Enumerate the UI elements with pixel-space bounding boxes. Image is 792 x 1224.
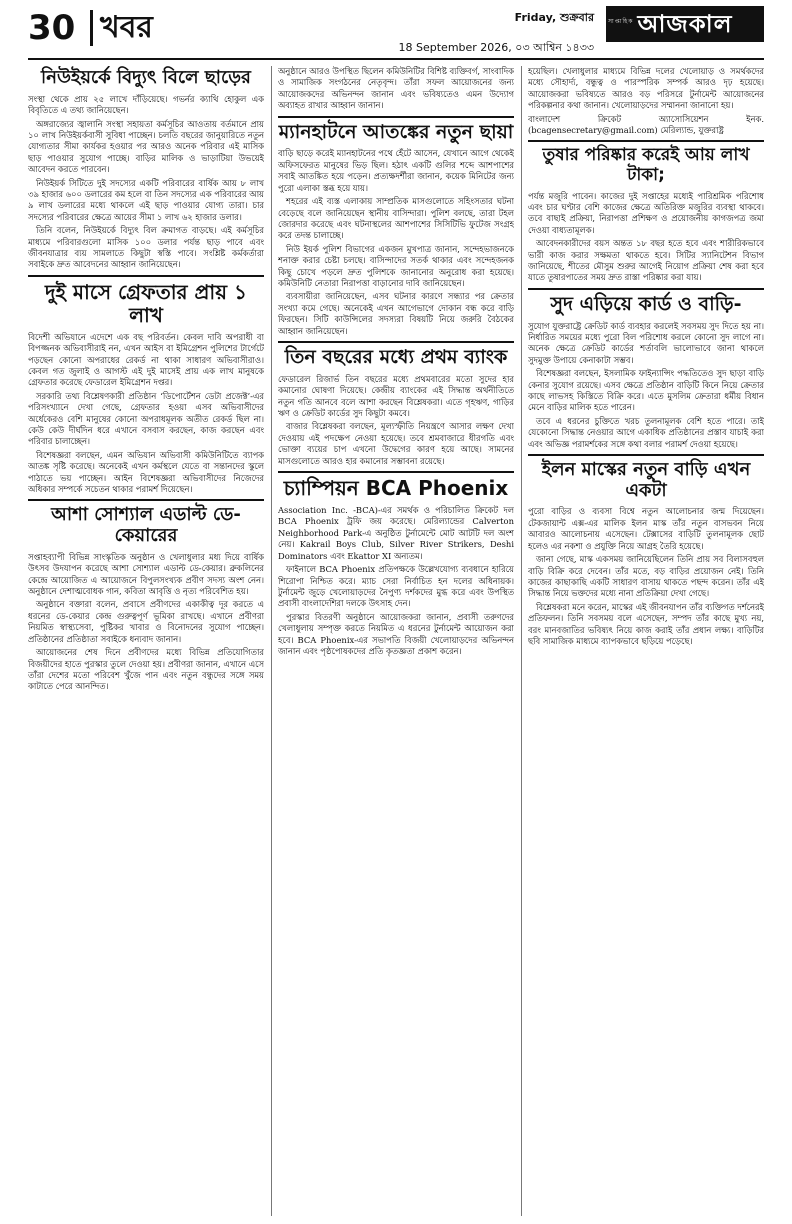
- logo-subtitle: সাপ্তাহিক: [608, 18, 634, 25]
- article-paragraph: ফেডারেল রিজার্ভ তিন বছরের মধ্যে প্রথমবারের মতো সুদের হার কমানোর ঘোষণা দিয়েছে। কেন্দ্রীয় ব্যাংকের এই সিদ্ধান্ত অর্থনীতিতে নতুন গতি আনবে বলে আশা করছেন বিশ্লেষকরা। এতে গৃহঋণ, গাড়ির ঋণ ও ক্রেডিট কার্ডের সুদ কিছুটা কমবে।: [278, 373, 514, 419]
- masthead: [28, 0, 764, 60]
- article-paragraph: বিদেশী অভিযানে এদেশে এক বছ পরিবর্তন। কেবল দাবি অপরাধী বা বিপজ্জনক অভিবাসীরাই নন, এখন আইস বা ইমিগ্রেশন পুলিশের টার্গেটে পড়ছেন কোনো অপরাধের রেকর্ড না থাকা সাধারণ অভিবাসীরাও। কেবল গত জুলাই ও আগস্ট এই দুই মাসেই প্রায় এক লাখ মানুষকে গ্রেফতার করেছে ফেডারেল ইমিগ্রেশন দপ্তর।: [28, 331, 264, 388]
- article-paragraph: জানা গেছে, মাস্ক একসময় জানিয়েছিলেন তিনি প্রায় সব বিলাসবহুল বাড়ি বিক্রি করে দেবেন। তাঁর মতে, বড় বাড়ির প্রয়োজন নেই। তিনি কাজের কাছাকাছি একটি সাধারণ বাসায় থাকতে পছন্দ করেন। তাঁর এই সিদ্ধান্ত নিয়ে ভক্তদের মধ্যে নানা প্রতিক্রিয়া দেখা গেছে।: [528, 554, 764, 599]
- article-columns: [28, 66, 764, 1216]
- headline-electric-bill: নিউইয়র্কে বিদ্যুৎ বিলে ছাড়ের: [41, 67, 251, 88]
- article-paragraph: Association Inc. -BCA)-এর সমর্থক ও পরিচালিত ক্রিকেট দল BCA Phoenix ট্রফি জয় করেছে। মেরিল্যান্ডের Calverton Neighborhood Park-এ অনুষ্ঠিত টুর্নামেন্টে মোট আটটি দল অংশ নেয়। Kakrail Boys Club, Silver River Strikers, Deshi Dominators এবং Ekattor XI অন্যতম।: [278, 505, 514, 561]
- headline-bca-phoenix: চ্যাম্পিয়ন BCA Phoenix: [278, 471, 514, 500]
- headline-musk-house: ইলন মাস্কের নতুন বাড়ি এখন একটা: [528, 454, 764, 501]
- contact-line: বাংলাদেশ ক্রিকেট অ্যাসোসিয়েশন ইনক. (bcagensecretary@gmail.com) মেরিল্যান্ড, যুক্তরাষ্ট্র: [528, 113, 764, 136]
- article-paragraph: নিউ ইয়র্ক পুলিশ বিভাগের একজন মুখপাত্র জানান, সন্দেহভাজনকে শনাক্ত করার চেষ্টা চলছে। বাসিন্দাদের সতর্ক থাকার এবং সন্দেহজনক কিছু চোখে পড়লে দ্রুত পুলিশকে জানানোর অনুরোধ করা হয়েছে। কমিউনিটি নেতারা নিরাপত্তা বাড়ানোর দাবি জানিয়েছেন।: [278, 243, 514, 288]
- column-2: [278, 66, 514, 1216]
- issue-full-date: 18 September 2026, ০৩ আশ্বিন ১৪৩৩: [398, 41, 594, 54]
- article-paragraph: পর্যন্ত মজুরি পাবেন। কাজের দুই সপ্তাহের মধ্যেই পারিশ্রমিক পরিশোধ এবং চার ঘণ্টার বেশি কাজের ক্ষেত্রে অতিরিক্ত মজুরির ব্যবস্থা থাকবে। তবে বাছাই প্রক্রিয়া, নিরাপত্তা প্রশিক্ষণ ও প্রয়োজনীয় কাগজপত্র জমা দেওয়া বাধ্যতামূলক।: [528, 190, 764, 235]
- issue-date: [399, 10, 594, 56]
- article-paragraph: অঙ্গরাজ্যের জ্বালানি সংস্থা সহায়তা কর্মসূচির আওতায় বর্তমানে প্রায় ১০ লাখ নিউইয়র্কবাসী সুবিধা পাচ্ছেন। চলতি বছরের জানুয়ারিতে নতুন যোগ্যতার সীমা কার্যকর হওয়ার পর আরও অনেক পরিবার এই মাসিক ছাড় পাওয়ার সুযোগ পাচ্ছে। বাড়ির মালিক ও ভাড়াটিয়া উভয়েই আবেদন করতে পারবেন।: [28, 118, 264, 175]
- article-paragraph: সপ্তাহব্যাপী বিভিন্ন সাংস্কৃতিক অনুষ্ঠান ও খেলাধুলার মধ্য দিয়ে বার্ষিক উৎসব উদযাপন করেছে আশা সোশ্যাল এডাল্ট ডে-কেয়ার। ব্রুকলিনের কেন্দ্রে আয়োজিত এ আয়োজনে বিপুলসংখ্যক প্রবীণ সদস্য অংশ নেন। অনুষ্ঠানে দেশাত্মবোধক গান, কবিতা আবৃত্তি ও নৃত্য পরিবেশিত হয়।: [28, 551, 264, 597]
- section-title: খবর: [100, 10, 153, 45]
- article-paragraph: বাজার বিশ্লেষকরা বলছেন, মূল্যস্ফীতি নিয়ন্ত্রণে আসার লক্ষণ দেখা দেওয়ায় এই পদক্ষেপ নেওয়া হয়েছে। তবে শ্রমবাজারে ধীরগতি এবং ভোক্তা ব্যয়ের চাপ এখনো উদ্বেগের কারণ হয়ে আছে। সামনের মাসগুলোতে আরও হার কমানোর সম্ভাবনা রয়েছে।: [278, 421, 514, 466]
- column-rule: [521, 66, 522, 1216]
- column-1: [28, 66, 264, 1216]
- article-paragraph: বিশ্লেষকরা মনে করেন, মাস্কের এই জীবনযাপন তাঁর ব্যক্তিগত দর্শনেরই প্রতিফলন। তিনি সবসময় বলে এসেছেন, সম্পদ তাঁর কাছে মুখ্য নয়, বরং মানবজাতির ভবিষ্যৎ নিয়ে কাজ করাই তাঁর প্রধান লক্ষ্য। বাড়িটির ছবি সামাজিক মাধ্যমে ব্যাপকভাবে ছড়িয়ে পড়েছে।: [528, 601, 764, 646]
- headline-bank: তিন বছরের মধ্যে প্রথম ব্যাংক: [278, 341, 514, 369]
- headline-manhattan: ম্যানহাটনে আতঙ্কের নতুন ছায়া: [278, 116, 514, 144]
- column-3: [528, 66, 764, 1216]
- issue-day: Friday, শুক্রবার: [514, 11, 594, 24]
- page-number: 30: [28, 8, 76, 48]
- article-paragraph: ব্যবসায়ীরা জানিয়েছেন, এসব ঘটনার কারণে সন্ধ্যার পর ক্রেতার সংখ্যা কমে গেছে। অনেকেই এখন আগেভাগে দোকান বন্ধ করে বাড়ি ফিরছেন। সিটি কাউন্সিলের সদস্যরা বিষয়টি নিয়ে জরুরি বৈঠকের আহ্বান জানিয়েছেন।: [278, 291, 514, 336]
- article-paragraph: তিনি বলেন, নিউইয়র্কে বিদ্যুৎ বিল ক্রমাগত বাড়ছে। এই কর্মসূচির মাধ্যমে পরিবারগুলো মাসিক ১০০ ডলার পর্যন্ত ছাড় পাবে এবং জীবনযাত্রার ব্যয় সামলাতে কিছুটা স্বস্তি পাবে। সংশ্লিষ্ট কর্মকর্তারা সবাইকে দ্রুত আবেদনের আহ্বান জানিয়েছেন।: [28, 225, 264, 270]
- headline-arrests: দুই মাসে গ্রেফতার প্রায় ১ লাখ: [28, 275, 264, 327]
- article-paragraph: বিশেষজ্ঞরা বলছেন, ইসলামিক ফাইন্যান্সিং পদ্ধতিতেও সুদ ছাড়া বাড়ি কেনার সুযোগ রয়েছে। এসব ক্ষেত্রে প্রতিষ্ঠান বাড়িটি কিনে নিয়ে ক্রেতার কাছে লাভসহ কিস্তিতে বিক্রি করে। এতে মুসলিম ক্রেতারা ধর্মীয় বিধান মেনে বাড়ির মালিক হতে পারেন।: [528, 368, 764, 413]
- newspaper-logo: [606, 6, 764, 42]
- article-paragraph: অনুষ্ঠানে বক্তারা বলেন, প্রবাসে প্রবীণদের একাকীত্ব দূর করতে এ ধরনের ডে-কেয়ার কেন্দ্র গুরুত্বপূর্ণ ভূমিকা রাখছে। এখানে প্রবীণরা নিয়মিত স্বাস্থ্যসেবা, পুষ্টিকর খাবার ও বিনোদনের সুযোগ পাচ্ছেন। প্রতিষ্ঠানের প্রতিষ্ঠাতা সবাইকে ধন্যবাদ জানান।: [28, 599, 264, 644]
- article-paragraph: সরকারি তথ্য বিশ্লেষণকারী প্রতিষ্ঠান ‘ডিপোর্টেশন ডেটা প্রজেক্ট’-এর পরিসংখ্যানে দেখা গেছে, গ্রেফতার হওয়া এসব অভিবাসীদের অর্ধেকেরও বেশি মানুষের কোনো অপরাধমূলক অতীত রেকর্ড ছিল না। কেউ কেউ দীর্ঘদিন ধরে এখানে বসবাস করছেন, কাজ করছেন এবং পরিবার চালাচ্ছেন।: [28, 390, 264, 447]
- article-paragraph: হয়েছিল। খেলাধুলার মাধ্যমে বিভিন্ন দলের খেলোয়াড় ও সমর্থকদের মধ্যে সৌহার্দ্য, বন্ধুত্ব ও পারস্পরিক সম্পর্ক আরও দৃঢ় হয়েছে। আয়োজকরা ভবিষ্যতে আরও বড় পরিসরে টুর্নামেন্ট আয়োজনের পরিকল্পনার কথা জানান। খেলোয়াড়দের সম্মাননা জানানো হয়।: [528, 66, 764, 111]
- article-paragraph: শহরের এই ব্যস্ত এলাকায় সাম্প্রতিক মাসগুলোতে সহিংসতার ঘটনা বেড়েছে বলে জানিয়েছেন স্থানীয় বাসিন্দারা। পুলিশ বলছে, তারা টহল জোরদার করেছে এবং ঘটনাস্থলের আশপাশের সিসিটিভি ফুটেজ সংগ্রহ করে তদন্ত চালাচ্ছে।: [278, 196, 514, 241]
- article-paragraph: বিশেষজ্ঞরা বলছেন, এমন অভিযান অভিবাসী কমিউনিটিতে ব্যাপক আতঙ্ক সৃষ্টি করেছে। অনেকেই এখন কর্মস্থলে যেতে বা সন্তানদের স্কুলে পাঠাতে ভয় পাচ্ছেন। আইন বিশেষজ্ঞরা অভিবাসীদের নিজেদের অধিকার সম্পর্কে সচেতন থাকার পরামর্শ দিয়েছেন।: [28, 449, 264, 495]
- page-number-divider: [90, 10, 93, 46]
- article-paragraph: পুরস্কার বিতরণী অনুষ্ঠানে আয়োজকরা জানান, প্রবাসী তরুণদের খেলাধুলায় সম্পৃক্ত করতে নিয়মিত এ ধরনের টুর্নামেন্ট আয়োজন করা হবে। BCA Phoenix-এর সভাপতি বিজয়ী খেলোয়াড়দের অভিনন্দন জানান এবং পৃষ্ঠপোষকদের প্রতি কৃতজ্ঞতা প্রকাশ করেন।: [278, 611, 514, 656]
- article-paragraph: তবে এ ধরনের চুক্তিতে খরচ তুলনামূলক বেশি হতে পারে। তাই যেকোনো সিদ্ধান্ত নেওয়ার আগে একাধিক প্রতিষ্ঠানের প্রস্তাব যাচাই করা এবং অভিজ্ঞ পরামর্শকের সঙ্গে কথা বলার পরামর্শ দেওয়া হয়েছে।: [528, 415, 764, 449]
- article-paragraph: আয়োজনের শেষ দিনে প্রবীণদের মধ্যে বিভিন্ন প্রতিযোগিতার বিজয়ীদের হাতে পুরস্কার তুলে দেওয়া হয়। প্রবীণরা জানান, এখানে এসে তাঁরা দেশের মতো পরিবেশ খুঁজে পান এবং নতুন বন্ধুদের সঙ্গে সময় কাটাতে পেরে আনন্দিত।: [28, 647, 264, 692]
- article-paragraph: সুযোগ যুক্তরাষ্ট্রে ক্রেডিট কার্ড ব্যবহার করলেই সবসময় সুদ দিতে হয় না। নির্ধারিত সময়ের মধ্যে পুরো বিল পরিশোধ করলে কোনো সুদ লাগে না। অনেক ক্ষেত্রে ক্রেডিট কার্ডের শর্তাবলি ভালোভাবে জানা থাকলে সুদমুক্ত উপায়ে কেনাকাটা সম্ভব।: [528, 320, 764, 365]
- article-paragraph: ফাইনালে BCA Phoenix প্রতিপক্ষকে উল্লেখযোগ্য ব্যবধানে হারিয়ে শিরোপা নিশ্চিত করে। ম্যাচ সেরা নির্বাচিত হন দলের অধিনায়ক। টুর্নামেন্ট জুড়ে খেলোয়াড়দের নৈপুণ্য দর্শকদের মুগ্ধ করে এবং উপস্থিত প্রবাসী বাংলাদেশিরা দলকে উৎসাহ দেন।: [278, 564, 514, 609]
- headline-interest-free: সুদ এড়িয়ে কার্ড ও বাড়ি-: [528, 288, 764, 316]
- article-paragraph: পুরো বাড়ির ও ব্যবসা বিশ্বে নতুন আলোচনার জন্ম দিয়েছেন। টেকজায়ান্ট এক্স-এর মালিক ইলন মাস্ক তাঁর নতুন বাসভবন নিয়ে আবারও আলোচনায় এসেছেন। টেক্সাসের বাড়িটি তুলনামূলক ছোট হলেও এর নকশা ও প্রযুক্তি নিয়ে আগ্রহ তৈরি হয়েছে।: [528, 506, 764, 551]
- headline-snow-clearing: তুষার পরিষ্কার করেই আয় লাখ টাকা;: [528, 140, 764, 185]
- logo-text: আজকাল: [637, 10, 733, 38]
- headline-daycare: আশা সোশ্যাল এডাল্ট ডে-কেয়ারের: [28, 499, 264, 546]
- article-paragraph: বাড়ি ছাড়ে করেই ম্যানহাটনের পথে হেঁটে আসেন, যেখানে আগে থেকেই অফিসফেরত মানুষের ভিড় ছিল। হঠাৎ একটি গুলির শব্দে আশপাশের সবাই আতঙ্কিত হয়ে পড়েন। প্রত্যক্ষদর্শীরা জানান, কয়েক মিনিটের জন্য পুরো এলাকা স্তব্ধ হয়ে যায়।: [278, 148, 514, 193]
- column-rule: [271, 66, 272, 1216]
- article-paragraph: সংস্থা থেকে প্রায় ২৫ লাখে দাঁড়িয়েছে। গভর্নর ক্যাথি হোকুল এক বিবৃতিতে এ তথ্য জানিয়েছেন।: [28, 93, 264, 116]
- article-paragraph: অনুষ্ঠানে আরও উপস্থিত ছিলেন কমিউনিটির বিশিষ্ট ব্যক্তিবর্গ, সাংবাদিক ও সামাজিক সংগঠনের নেতৃবৃন্দ। তাঁরা সফল আয়োজনের জন্য আয়োজকদের অভিনন্দন জানান এবং ভবিষ্যতেও এমন উদ্যোগ অব্যাহত রাখার আহ্বান জানান।: [278, 66, 514, 111]
- article-paragraph: নিউইয়র্ক সিটিতে দুই সদস্যের একটি পরিবারের বার্ষিক আয় ৮ লাখ ৩৯ হাজার ৬০০ ডলারের কম হলে বা তিন সদস্যের এক পরিবারের আয় ৯ লাখ ডলারের মধ্যে থাকলে এই ছাড় পাওয়ার যোগ্য তারা। চার সদস্যের পরিবারের ক্ষেত্রে আয়ের সীমা ১ লাখ ৬২ হাজার ডলার।: [28, 177, 264, 222]
- article-paragraph: আবেদনকারীদের বয়স অন্তত ১৮ বছর হতে হবে এবং শারীরিকভাবে ভারী কাজ করার সক্ষমতা থাকতে হবে। সিটির স্যানিটেশন বিভাগ জানিয়েছে, শীতের মৌসুম শুরুর আগেই নিয়োগ প্রক্রিয়া শেষ করা হবে যাতে তুষারপাতের সময় দ্রুত রাস্তা পরিষ্কার করা যায়।: [528, 238, 764, 283]
